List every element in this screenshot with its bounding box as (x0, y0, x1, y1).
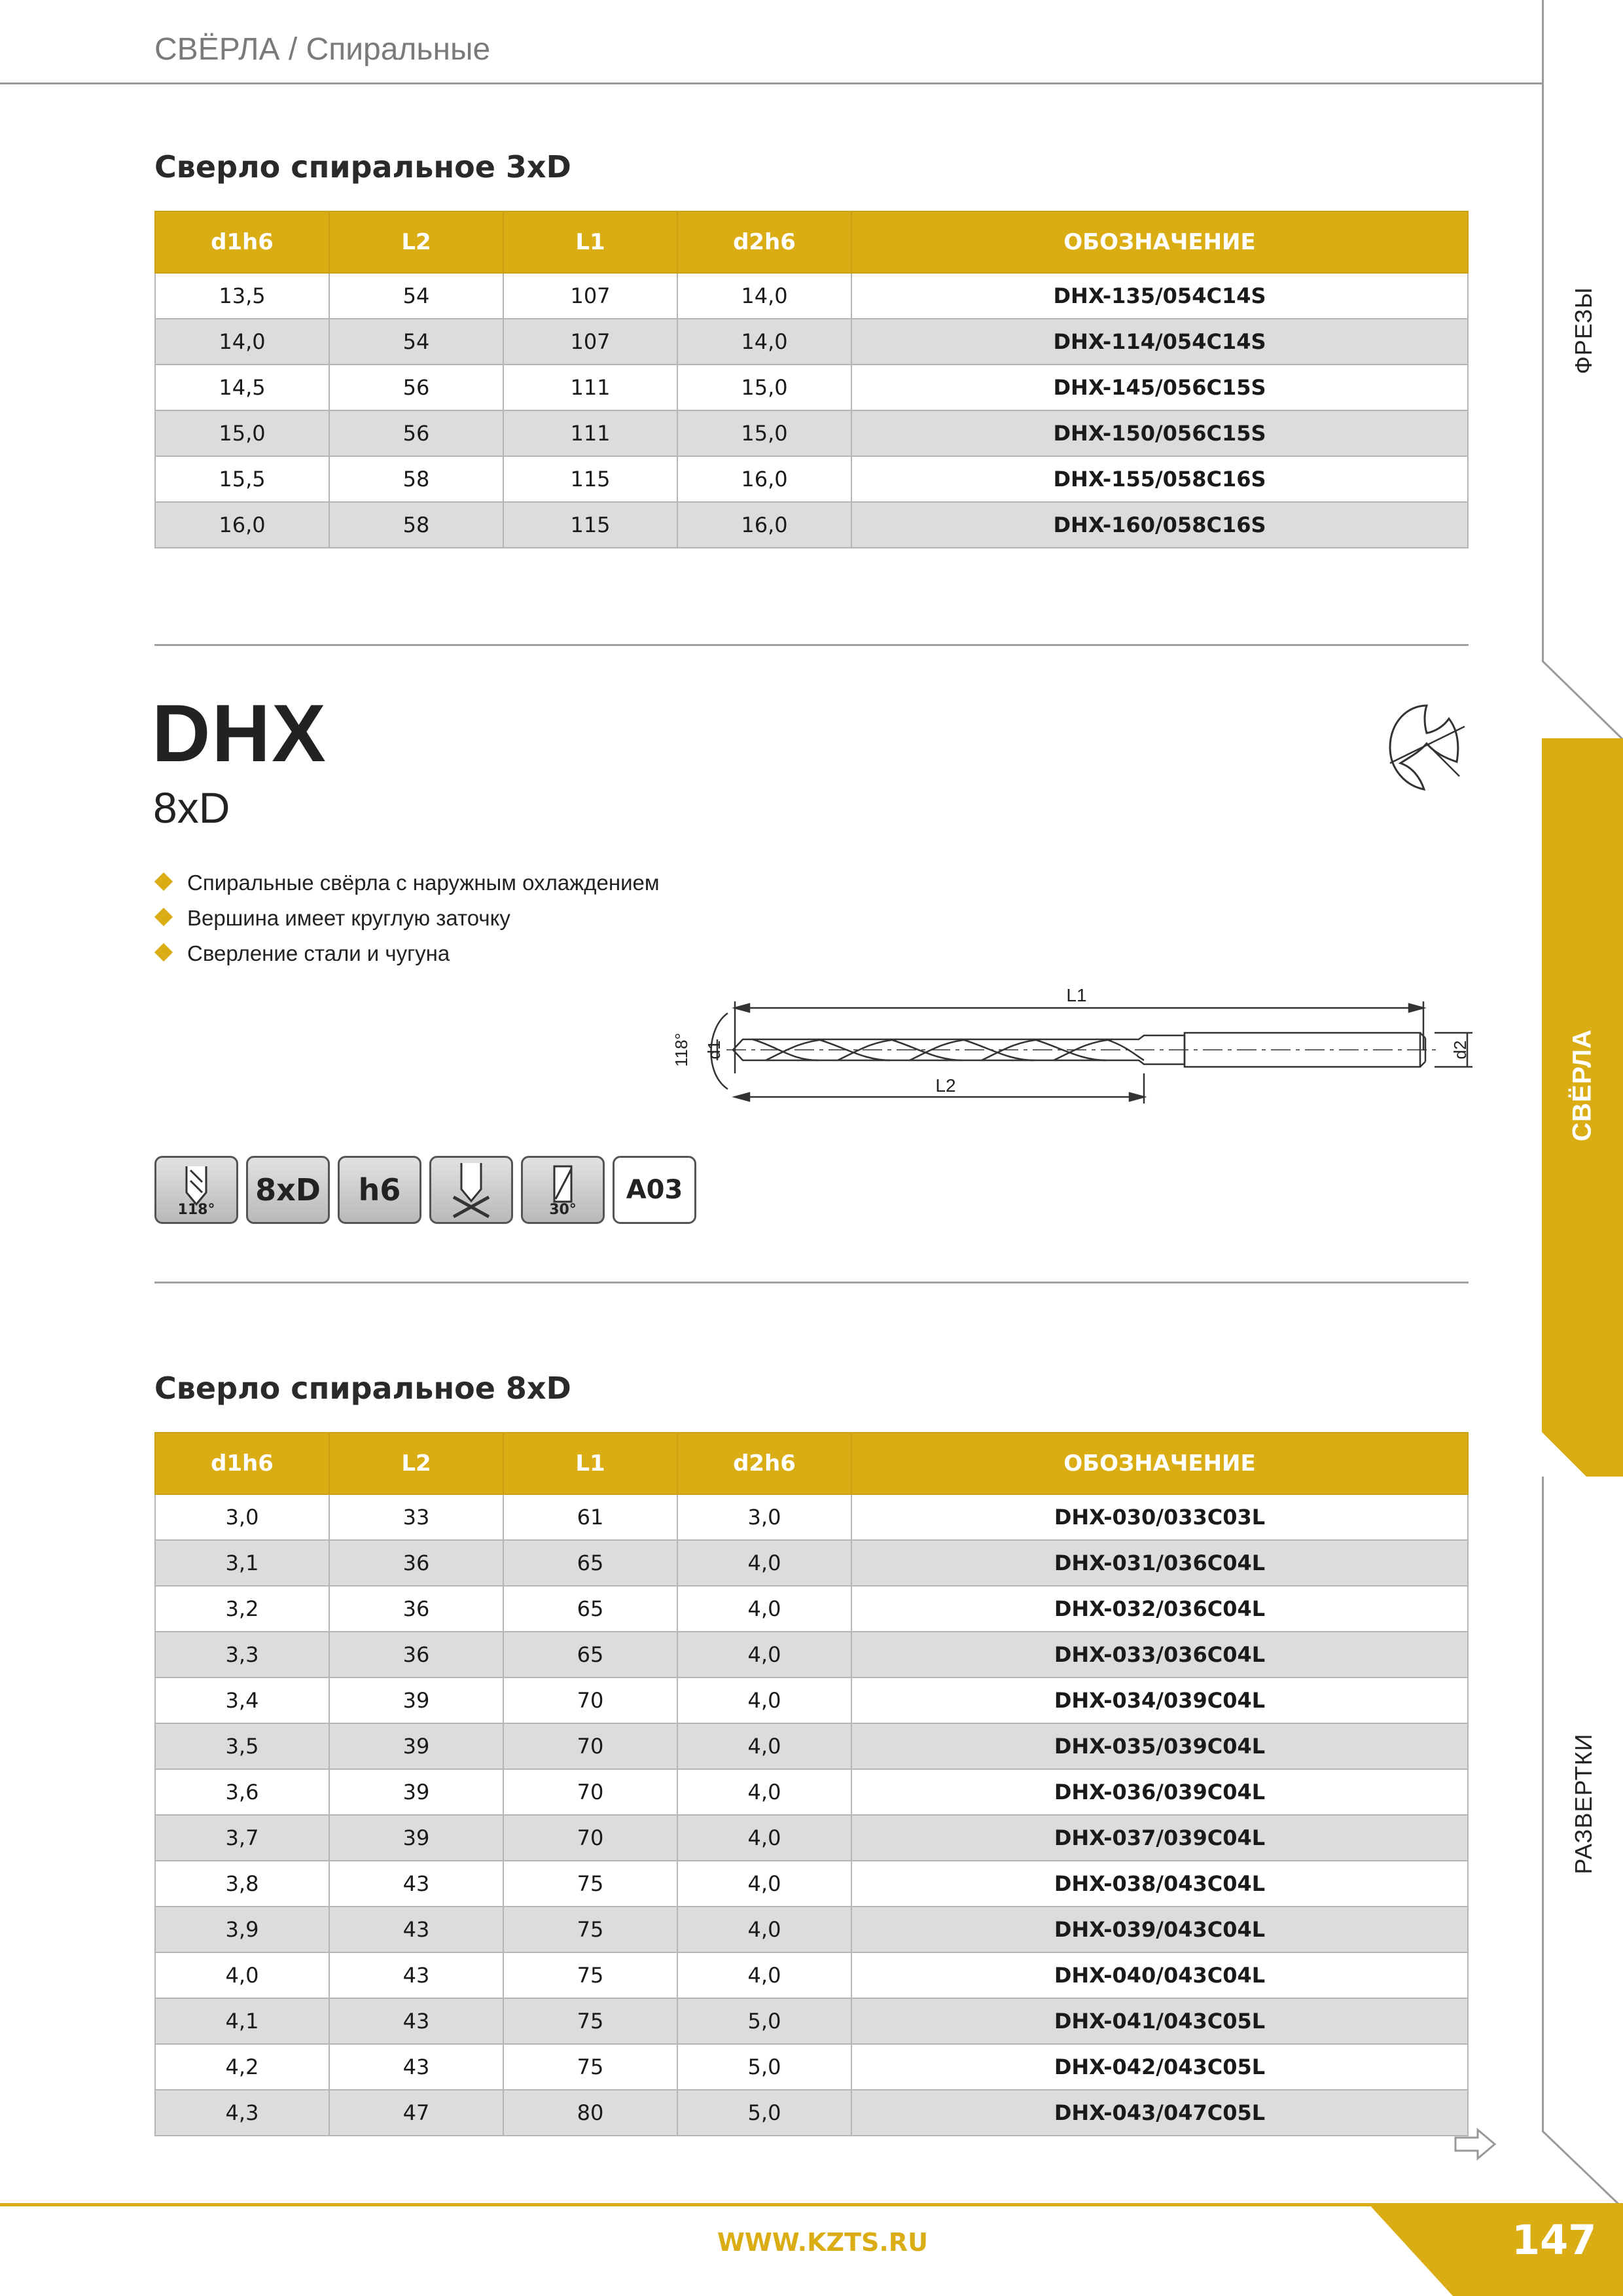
product-code-cell: DHX-036/039C04L (851, 1769, 1468, 1815)
feature-item (154, 865, 660, 901)
table-cell: 14,0 (677, 319, 851, 365)
side-tab-razvertki[interactable] (1542, 1477, 1623, 2131)
table-cell: 14,0 (155, 319, 329, 365)
table-cell: 75 (503, 1907, 677, 1952)
table-cell: 56 (329, 365, 503, 410)
feature-item (154, 936, 660, 971)
table-cell: 4,3 (155, 2090, 329, 2136)
table-cell: 75 (503, 1861, 677, 1907)
product-code-cell: DHX-145/056C15S (851, 365, 1468, 410)
column-header: L2 (329, 1433, 503, 1494)
table-row (155, 1723, 1468, 1769)
table-cell: 3,0 (155, 1494, 329, 1540)
table-row (155, 410, 1468, 456)
table-cell: 3,4 (155, 1677, 329, 1723)
product-code-cell: DHX-037/039C04L (851, 1815, 1468, 1861)
feature-text: Спиральные свёрла с наружным охлаждением (187, 870, 660, 895)
column-header: ОБОЗНАЧЕНИЕ (851, 211, 1468, 273)
coating-badge: A03 (613, 1156, 696, 1224)
section-divider (154, 644, 1469, 646)
table-cell: 4,0 (677, 1723, 851, 1769)
product-subtitle: 8xD (153, 783, 230, 832)
table2-title: Сверло спиральное 8xD (154, 1371, 571, 1406)
point-angle-badge (154, 1156, 238, 1224)
table-cell: 70 (503, 1815, 677, 1861)
drawing-label-l2: L2 (935, 1075, 956, 1096)
table-cell: 54 (329, 319, 503, 365)
table-cell: 15,0 (677, 365, 851, 410)
table-cell: 36 (329, 1586, 503, 1632)
table-cell: 4,0 (677, 1632, 851, 1677)
drill-technical-drawing (668, 982, 1479, 1113)
drawing-label-angle: 118° (671, 1033, 691, 1067)
next-page-arrow-icon[interactable] (1454, 2127, 1497, 2161)
table-cell: 3,3 (155, 1632, 329, 1677)
table-cell: 5,0 (677, 2090, 851, 2136)
product-code-cell: DHX-155/058C16S (851, 456, 1468, 502)
coolant-badge (429, 1156, 513, 1224)
table-row (155, 1540, 1468, 1586)
length-ratio-badge: 8xD (246, 1156, 330, 1224)
table-header-row (155, 1433, 1468, 1494)
table-cell: 15,5 (155, 456, 329, 502)
product-code-cell: DHX-041/043C05L (851, 1998, 1468, 2044)
column-header: L2 (329, 211, 503, 273)
table-cell: 4,0 (677, 1815, 851, 1861)
table-cell: 56 (329, 410, 503, 456)
table-cell: 16,0 (155, 502, 329, 548)
product-code-cell: DHX-035/039C04L (851, 1723, 1468, 1769)
table-cell: 3,2 (155, 1586, 329, 1632)
table-cell: 16,0 (677, 502, 851, 548)
table-row (155, 1494, 1468, 1540)
side-tab-frezy[interactable] (1542, 0, 1623, 661)
side-tab-label-active: СВЁРЛА (1567, 1029, 1597, 1141)
feature-text: Сверление стали и чугуна (187, 941, 450, 965)
table-row (155, 1769, 1468, 1815)
product-code-cell: DHX-043/047C05L (851, 2090, 1468, 2136)
footer-line (0, 2203, 1374, 2206)
table-cell: 4,0 (155, 1952, 329, 1998)
drill-cross-section-icon (1381, 700, 1472, 798)
table-row (155, 1952, 1468, 1998)
table-cell: 43 (329, 2044, 503, 2090)
table-cell: 4,0 (677, 1677, 851, 1723)
table-cell: 70 (503, 1769, 677, 1815)
table-cell: 4,2 (155, 2044, 329, 2090)
table-cell: 36 (329, 1540, 503, 1586)
product-code-cell: DHX-034/039C04L (851, 1677, 1468, 1723)
spec-table-3xd (154, 211, 1469, 548)
bullet-diamond-icon (154, 908, 173, 926)
table-row (155, 273, 1468, 319)
table1-title: Сверло спиральное 3xD (154, 149, 571, 185)
column-header: d2h6 (677, 1433, 851, 1494)
table-cell: 115 (503, 456, 677, 502)
product-code-cell: DHX-032/036C04L (851, 1586, 1468, 1632)
table-cell: 36 (329, 1632, 503, 1677)
table-cell: 4,0 (677, 1586, 851, 1632)
bullet-diamond-icon (154, 872, 173, 891)
table-cell: 58 (329, 502, 503, 548)
product-name: DHX (152, 689, 327, 779)
table-cell: 14,5 (155, 365, 329, 410)
table-row (155, 1815, 1468, 1861)
helix-angle-badge (521, 1156, 605, 1224)
table-cell: 39 (329, 1723, 503, 1769)
column-header: L1 (503, 1433, 677, 1494)
product-code-cell: DHX-150/056C15S (851, 410, 1468, 456)
table-cell: 4,0 (677, 1952, 851, 1998)
table-cell: 70 (503, 1723, 677, 1769)
table-cell: 4,0 (677, 1907, 851, 1952)
side-tab-notch-top (1542, 655, 1623, 746)
column-header: L1 (503, 211, 677, 273)
table-cell: 107 (503, 319, 677, 365)
product-code-cell: DHX-030/033C03L (851, 1494, 1468, 1540)
table-header-row (155, 211, 1468, 273)
badge-label: 30° (549, 1202, 577, 1218)
product-code-cell: DHX-040/043C04L (851, 1952, 1468, 1998)
table-cell: 13,5 (155, 273, 329, 319)
table-cell: 39 (329, 1815, 503, 1861)
table-cell: 43 (329, 1952, 503, 1998)
product-code-cell: DHX-031/036C04L (851, 1540, 1468, 1586)
table-row (155, 1677, 1468, 1723)
table-cell: 15,0 (155, 410, 329, 456)
table-row (155, 2044, 1468, 2090)
table-cell: 111 (503, 410, 677, 456)
table-cell: 54 (329, 273, 503, 319)
column-header: d1h6 (155, 1433, 329, 1494)
side-tab-label: РАЗВЕРТКИ (1569, 1733, 1597, 1874)
table-cell: 4,1 (155, 1998, 329, 2044)
table-cell: 70 (503, 1677, 677, 1723)
table-cell: 39 (329, 1677, 503, 1723)
table-cell: 3,8 (155, 1861, 329, 1907)
table-cell: 5,0 (677, 2044, 851, 2090)
feature-text: Вершина имеет круглую заточку (187, 906, 510, 930)
tolerance-badge: h6 (338, 1156, 421, 1224)
table-cell: 33 (329, 1494, 503, 1540)
table-cell: 4,0 (677, 1861, 851, 1907)
table-cell: 107 (503, 273, 677, 319)
table-row (155, 1861, 1468, 1907)
product-code-cell: DHX-042/043C05L (851, 2044, 1468, 2090)
table-cell: 111 (503, 365, 677, 410)
table-cell: 4,0 (677, 1769, 851, 1815)
table-cell: 39 (329, 1769, 503, 1815)
section-divider (154, 1282, 1469, 1283)
table-row (155, 1907, 1468, 1952)
table-row (155, 365, 1468, 410)
table-cell: 58 (329, 456, 503, 502)
table-cell: 3,5 (155, 1723, 329, 1769)
table-cell: 3,7 (155, 1815, 329, 1861)
column-header: ОБОЗНАЧЕНИЕ (851, 1433, 1468, 1494)
table-cell: 43 (329, 1907, 503, 1952)
bullet-diamond-icon (154, 943, 173, 961)
product-code-cell: DHX-038/043C04L (851, 1861, 1468, 1907)
product-code-cell: DHX-135/054C14S (851, 273, 1468, 319)
product-code-cell: DHX-039/043C04L (851, 1907, 1468, 1952)
column-header: d1h6 (155, 211, 329, 273)
table-cell: 47 (329, 2090, 503, 2136)
table-cell: 3,9 (155, 1907, 329, 1952)
table-cell: 15,0 (677, 410, 851, 456)
side-tab-label: ФРЕЗЫ (1569, 287, 1597, 374)
page-number: 147 (1512, 2216, 1597, 2264)
table-cell: 43 (329, 1998, 503, 2044)
table-cell: 75 (503, 1952, 677, 1998)
table-row (155, 456, 1468, 502)
table-row (155, 1632, 1468, 1677)
drawing-label-d1: d1 (704, 1040, 724, 1060)
badge-label: 118° (177, 1202, 215, 1218)
side-tab-sverla[interactable] (1542, 738, 1623, 1432)
table-cell: 14,0 (677, 273, 851, 319)
product-code-cell: DHX-160/058C16S (851, 502, 1468, 548)
product-code-cell: DHX-033/036C04L (851, 1632, 1468, 1677)
side-tabs (1542, 0, 1623, 2296)
table-cell: 61 (503, 1494, 677, 1540)
table-cell: 80 (503, 2090, 677, 2136)
page-header-title: СВЁРЛА / Спиральные (154, 32, 491, 67)
table-cell: 3,6 (155, 1769, 329, 1815)
table-cell: 3,0 (677, 1494, 851, 1540)
table-cell: 75 (503, 2044, 677, 2090)
table-cell: 3,1 (155, 1540, 329, 1586)
table-cell: 65 (503, 1540, 677, 1586)
table-row (155, 319, 1468, 365)
table-row (155, 1998, 1468, 2044)
header-divider (0, 82, 1542, 84)
table-cell: 16,0 (677, 456, 851, 502)
drawing-label-l1: L1 (1066, 985, 1087, 1005)
feature-item (154, 901, 660, 936)
table-cell: 43 (329, 1861, 503, 1907)
feature-list (154, 865, 660, 971)
product-code-cell: DHX-114/054C14S (851, 319, 1468, 365)
column-header: d2h6 (677, 211, 851, 273)
table-cell: 65 (503, 1586, 677, 1632)
table-row (155, 2090, 1468, 2136)
table-cell: 65 (503, 1632, 677, 1677)
table-cell: 115 (503, 502, 677, 548)
footer-url-link[interactable]: WWW.KZTS.RU (717, 2228, 928, 2257)
table-cell: 75 (503, 1998, 677, 2044)
table-cell: 5,0 (677, 1998, 851, 2044)
spec-table-8xd (154, 1432, 1469, 2136)
table-row (155, 502, 1468, 548)
table-cell: 4,0 (677, 1540, 851, 1586)
table-row (155, 1586, 1468, 1632)
drawing-label-d2: d2 (1450, 1040, 1470, 1060)
no-coolant-icon (442, 1160, 501, 1219)
